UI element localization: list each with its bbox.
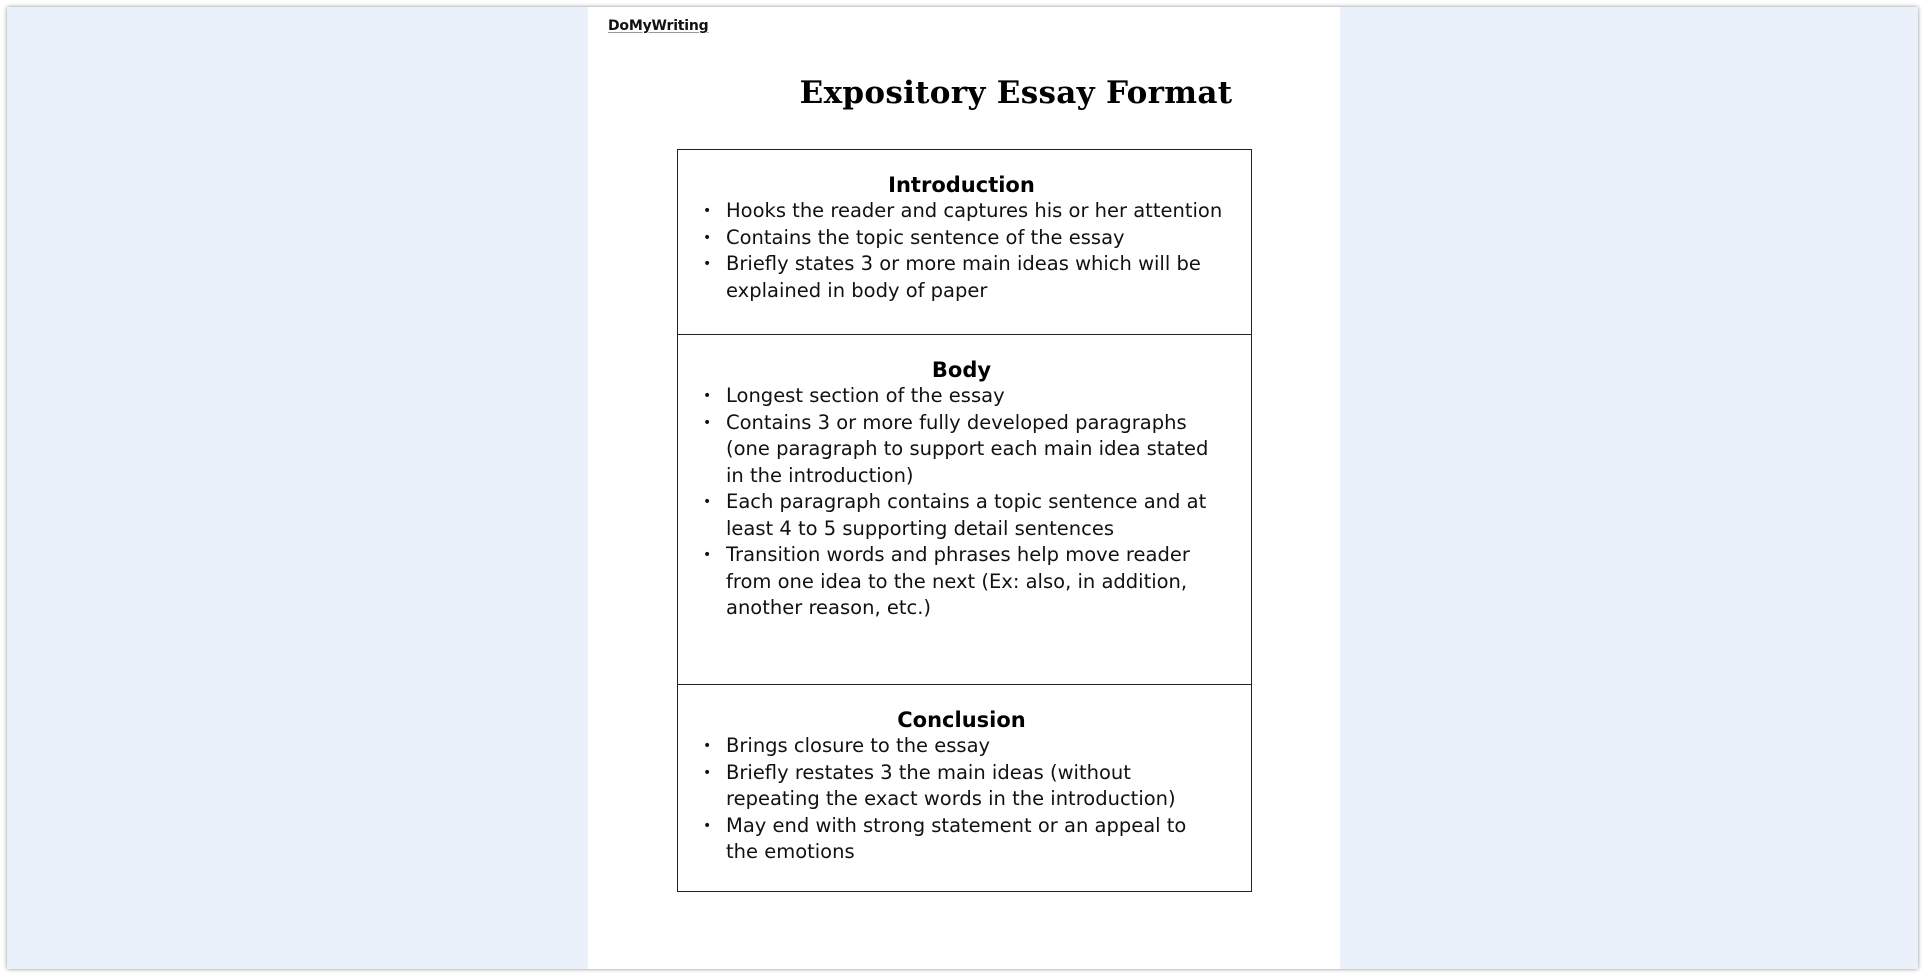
list-item [700,410,1223,490]
bullet-icon: • [703,388,712,404]
bullet-list [700,733,1223,866]
list-item [700,813,1223,866]
list-item-text: Briefly restates 3 the main ideas (without repeating the exact words in the introduction) [726,760,1176,810]
list-item-text: Contains 3 or more fully developed paragraphs (one paragraph to support each main idea stated in the introduction) [726,410,1209,487]
bullet-icon: • [703,203,712,219]
section-heading: Body [931,358,992,382]
bullet-icon: • [703,547,712,563]
list-item [700,489,1223,542]
document-page [588,7,1340,969]
bullet-icon: • [703,738,712,754]
list-item [700,225,1223,252]
list-item-text: Hooks the reader and captures his or her attention [726,199,1223,222]
list-item-text: Transition words and phrases help move reader from one idea to the next (Ex: also, in addition, another reason, etc.) [726,543,1190,619]
bullet-icon: • [703,229,712,246]
list-item [700,760,1223,813]
list-item [700,251,1223,304]
section-introduction [678,150,1251,335]
list-item-text: Longest section of the essay [726,384,1005,407]
bullet-list [700,198,1223,304]
list-item [700,198,1223,225]
list-item-text: Brings closure to the essay [726,734,991,757]
format-table [677,149,1252,892]
brand-logo[interactable]: DoMyWriting [608,18,709,34]
bullet-icon: • [703,414,712,431]
list-item-text: Contains the topic sentence of the essay [726,225,1125,249]
list-item-text: May end with strong statement or an appeal to the emotions [726,813,1187,863]
bullet-icon: • [703,817,712,834]
bullet-icon: • [703,764,712,781]
section-heading: Conclusion [897,708,1026,732]
section-heading: Introduction [888,173,1035,197]
bullet-icon: • [703,256,712,272]
page-title: Expository Essay Format [799,75,1233,111]
bullet-list [700,383,1223,622]
list-item-text: Each paragraph contains a topic sentence and at least 4 to 5 supporting detail sentences [726,490,1207,540]
list-item-text: Briefly states 3 or more main ideas which will be explained in body of paper [726,252,1201,302]
section-conclusion [678,684,1251,890]
viewer-background [7,7,1918,969]
bullet-icon: • [703,494,712,510]
list-item [700,542,1223,622]
section-body [678,334,1251,686]
list-item [700,733,1223,760]
list-item [700,383,1223,410]
